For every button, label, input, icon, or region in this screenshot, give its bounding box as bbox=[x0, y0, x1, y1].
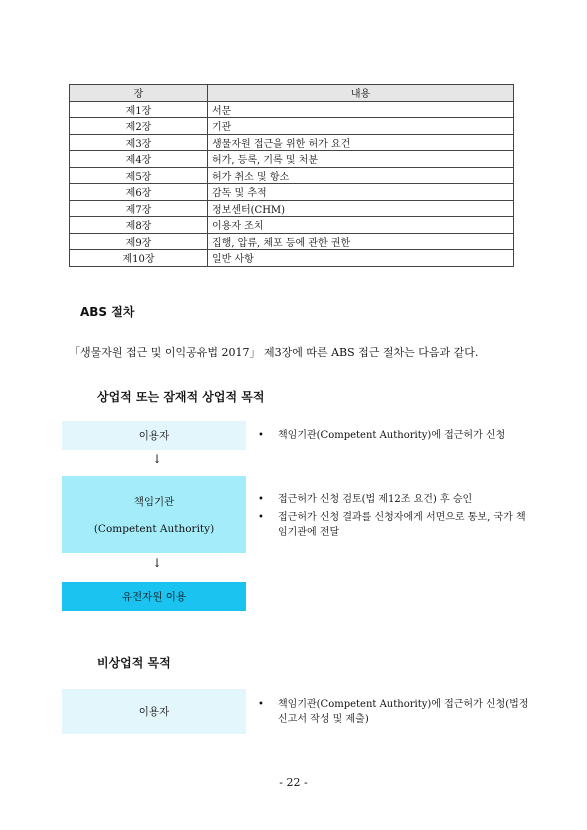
table-row bbox=[70, 184, 514, 201]
bullet-text: 접근허가 신청 검토(법 제12조 요건) 후 승인 bbox=[278, 494, 473, 505]
bullet-item bbox=[258, 492, 530, 507]
chapter-content-cell: 허가, 등록, 기록 및 처분 bbox=[208, 151, 514, 168]
chapter-content-cell: 감독 및 추적 bbox=[208, 184, 514, 201]
bullet-item bbox=[258, 697, 530, 727]
chapter-number-cell: 제4장 bbox=[70, 151, 208, 168]
bullet-text: 책임기관(Competent Authority)에 접근허가 신청 bbox=[278, 430, 506, 441]
chapter-number-cell: 제7장 bbox=[70, 200, 208, 217]
table-header-row bbox=[70, 85, 514, 102]
commercial-user-bullets bbox=[258, 428, 528, 443]
table-row bbox=[70, 233, 514, 250]
table-row bbox=[70, 217, 514, 234]
chapter-number-cell: 제3장 bbox=[70, 134, 208, 151]
bullet-icon: • bbox=[258, 512, 264, 523]
bullet-item bbox=[258, 428, 528, 443]
chapter-content-cell: 일반 사항 bbox=[208, 250, 514, 267]
bullet-item bbox=[258, 510, 530, 540]
arrow-down-icon: ↓ bbox=[152, 452, 163, 466]
arrow-down-icon: ↓ bbox=[152, 556, 163, 570]
abs-heading: ABS 절차 bbox=[80, 305, 135, 319]
chapter-content-cell: 생물자원 접근을 위한 허가 요건 bbox=[208, 134, 514, 151]
authority-label: 책임기관 bbox=[133, 496, 175, 508]
bullet-icon: • bbox=[258, 699, 264, 710]
chapter-number-cell: 제8장 bbox=[70, 217, 208, 234]
commercial-user-label: 이용자 bbox=[138, 430, 170, 442]
table-header-content: 내용 bbox=[208, 85, 514, 102]
commercial-heading: 상업적 또는 잠재적 상업적 목적 bbox=[97, 390, 265, 404]
noncommercial-user-box bbox=[62, 689, 246, 734]
chapter-content-cell: 기관 bbox=[208, 118, 514, 135]
chapter-number-cell: 제9장 bbox=[70, 233, 208, 250]
table-row bbox=[70, 118, 514, 135]
table-row bbox=[70, 134, 514, 151]
chapter-number-cell: 제2장 bbox=[70, 118, 208, 135]
table-row bbox=[70, 250, 514, 267]
chapter-content-cell: 정보센터(CHM) bbox=[208, 200, 514, 217]
bullet-icon: • bbox=[258, 430, 264, 441]
authority-label-english: (Competent Authority) bbox=[93, 523, 215, 535]
table-row bbox=[70, 151, 514, 168]
chapter-table bbox=[69, 84, 514, 267]
chapter-content-cell: 집행, 압류, 체포 등에 관한 권한 bbox=[208, 233, 514, 250]
bullet-text: 접근허가 신청 결과를 신청자에게 서면으로 통보, 국가 책임기관에 전달 bbox=[278, 512, 526, 538]
noncommercial-heading: 비상업적 목적 bbox=[97, 656, 171, 670]
bullet-icon: • bbox=[258, 494, 264, 505]
table-header-chapter: 장 bbox=[70, 85, 208, 102]
noncommercial-bullets bbox=[258, 697, 530, 727]
abs-intro-text: 「생물자원 접근 및 이익공유법 2017」 제3장에 따른 ABS 접근 절차는 다음과 같다. bbox=[69, 346, 479, 359]
resource-use-label: 유전자원 이용 bbox=[121, 591, 187, 603]
commercial-user-box bbox=[62, 421, 246, 450]
chapter-number-cell: 제1장 bbox=[70, 101, 208, 118]
chapter-number-cell: 제5장 bbox=[70, 167, 208, 184]
authority-bullets bbox=[258, 492, 530, 540]
chapter-number-cell: 제10장 bbox=[70, 250, 208, 267]
chapter-content-cell: 허가 취소 및 항소 bbox=[208, 167, 514, 184]
table-row bbox=[70, 200, 514, 217]
noncommercial-user-label: 이용자 bbox=[138, 706, 170, 718]
chapter-content-cell: 이용자 조치 bbox=[208, 217, 514, 234]
chapter-content-cell: 서문 bbox=[208, 101, 514, 118]
resource-use-box bbox=[62, 582, 246, 611]
bullet-text: 책임기관(Competent Authority)에 접근허가 신청(법정 신고서 작성 및 제출) bbox=[278, 699, 529, 725]
page-number: - 22 - bbox=[279, 776, 308, 789]
chapter-number-cell: 제6장 bbox=[70, 184, 208, 201]
table-row bbox=[70, 167, 514, 184]
authority-box bbox=[62, 476, 246, 553]
table-row bbox=[70, 101, 514, 118]
